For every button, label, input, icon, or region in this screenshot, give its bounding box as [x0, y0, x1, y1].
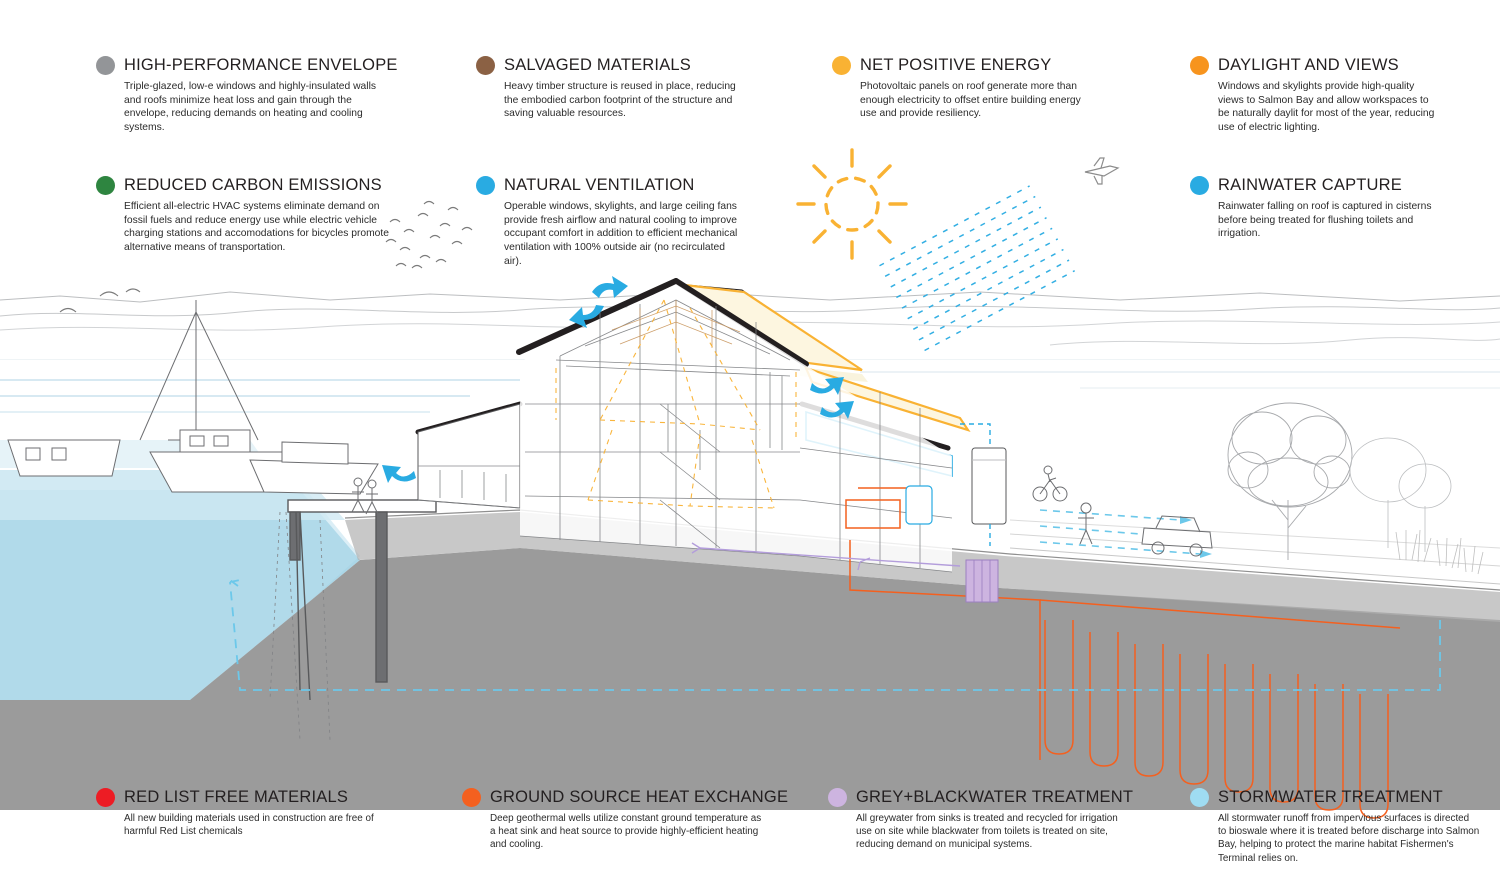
callout-body: Deep geothermal wells utilize constant ground temperature as a heat sink and heat source to provide highly-efficient heating and cooling.: [490, 813, 762, 851]
legend-dot-icon: [1190, 176, 1209, 195]
callout-title: RED LIST FREE MATERIALS: [124, 788, 349, 806]
legend-dot-icon: [1190, 788, 1209, 807]
legend-dot-icon: [476, 56, 495, 75]
callout-title: GROUND SOURCE HEAT EXCHANGE: [490, 788, 789, 806]
callout-header: [828, 788, 1134, 807]
legend-dot-icon: [462, 788, 481, 807]
callout-body: Heavy timber structure is reused in place, reducing the embodied carbon footprint of the structure and saving valuable resources.: [504, 81, 736, 120]
legend-dot-icon: [828, 788, 847, 807]
callout-title: GREY+BLACKWATER TREATMENT: [856, 788, 1134, 806]
callout-title: SALVAGED MATERIALS: [504, 56, 691, 74]
callout-title: STORMWATER TREATMENT: [1218, 788, 1443, 806]
callout-net-positive-energy: [832, 56, 1082, 121]
callout-salvaged-materials: [476, 56, 736, 121]
callout-body: Operable windows, skylights, and large ceiling fans provide fresh airflow and natural cooling to improve occupant comfort in addition to efficient mechanical ventilation with 100% outside air (no recirculated air).: [504, 201, 738, 267]
callout-title: NET POSITIVE ENERGY: [860, 56, 1052, 74]
callout-red-list-free-materials: [96, 788, 396, 838]
callout-grey-blackwater-treatment: [828, 788, 1134, 852]
callout-body: All stormwater runoff from impervious surfaces is directed to bioswale where it is treated before discharge into Salmon Bay, helping to protect the marine habitat Fishermen's Terminal relies on.: [1218, 813, 1480, 864]
callout-header: [476, 56, 736, 75]
callout-reduced-carbon-emissions: [96, 176, 396, 255]
airplane-icon: [1085, 158, 1118, 184]
legend-dot-icon: [96, 176, 115, 195]
callout-title: REDUCED CARBON EMISSIONS: [124, 176, 382, 194]
callout-body: Triple-glazed, low-e windows and highly-insulated walls and roofs minimize heat loss and gain through the envelope, reducing demands on heating and cooling systems.: [124, 81, 377, 134]
callout-header: [832, 56, 1082, 75]
legend-dot-icon: [1190, 56, 1209, 75]
callout-natural-ventilation: [476, 176, 738, 268]
callout-body: All new building materials used in construction are free of harmful Red List chemicals: [124, 813, 374, 838]
legend-dot-icon: [96, 788, 115, 807]
callout-ground-source-heat-exchange: [462, 788, 789, 852]
callout-header: [96, 56, 396, 75]
legend-dot-icon: [96, 56, 115, 75]
callout-title: HIGH-PERFORMANCE ENVELOPE: [124, 56, 398, 74]
callout-title: NATURAL VENTILATION: [504, 176, 695, 194]
callout-body: Efficient all-electric HVAC systems eliminate demand on fossil fuels and reduce energy use while electric vehicle charging stations and accomodations for bicycles promote alternative means of transportation.: [124, 201, 389, 254]
sun-icon: [798, 150, 906, 258]
callout-header: [476, 176, 738, 195]
callout-header: [1190, 176, 1440, 195]
callout-high-performance-envelope: [96, 56, 396, 135]
callout-header: [462, 788, 789, 807]
callout-title: RAINWATER CAPTURE: [1218, 176, 1402, 194]
callout-rainwater-capture: [1190, 176, 1440, 241]
callout-body: All greywater from sinks is treated and recycled for irrigation use on site while blackwater from toilets is treated on site, reducing demand on municipal systems.: [856, 813, 1118, 851]
callout-body: Rainwater falling on roof is captured in cisterns before being treated for flushing toilets and irrigation.: [1218, 201, 1432, 240]
legend-dot-icon: [476, 176, 495, 195]
callout-header: [96, 176, 396, 195]
callout-header: [1190, 788, 1480, 807]
callout-body: Photovoltaic panels on roof generate more than enough electricity to offset entire building energy use and provide resiliency.: [860, 81, 1081, 120]
callout-daylight-and-views: [1190, 56, 1440, 135]
callout-header: [1190, 56, 1440, 75]
legend-dot-icon: [832, 56, 851, 75]
callout-stormwater-treatment: [1190, 788, 1480, 865]
callout-header: [96, 788, 396, 807]
callout-title: DAYLIGHT AND VIEWS: [1218, 56, 1399, 74]
callout-body: Windows and skylights provide high-quality views to Salmon Bay and allow workspaces to be naturally daylit for most of the year, reducing use of electric lighting.: [1218, 81, 1435, 134]
